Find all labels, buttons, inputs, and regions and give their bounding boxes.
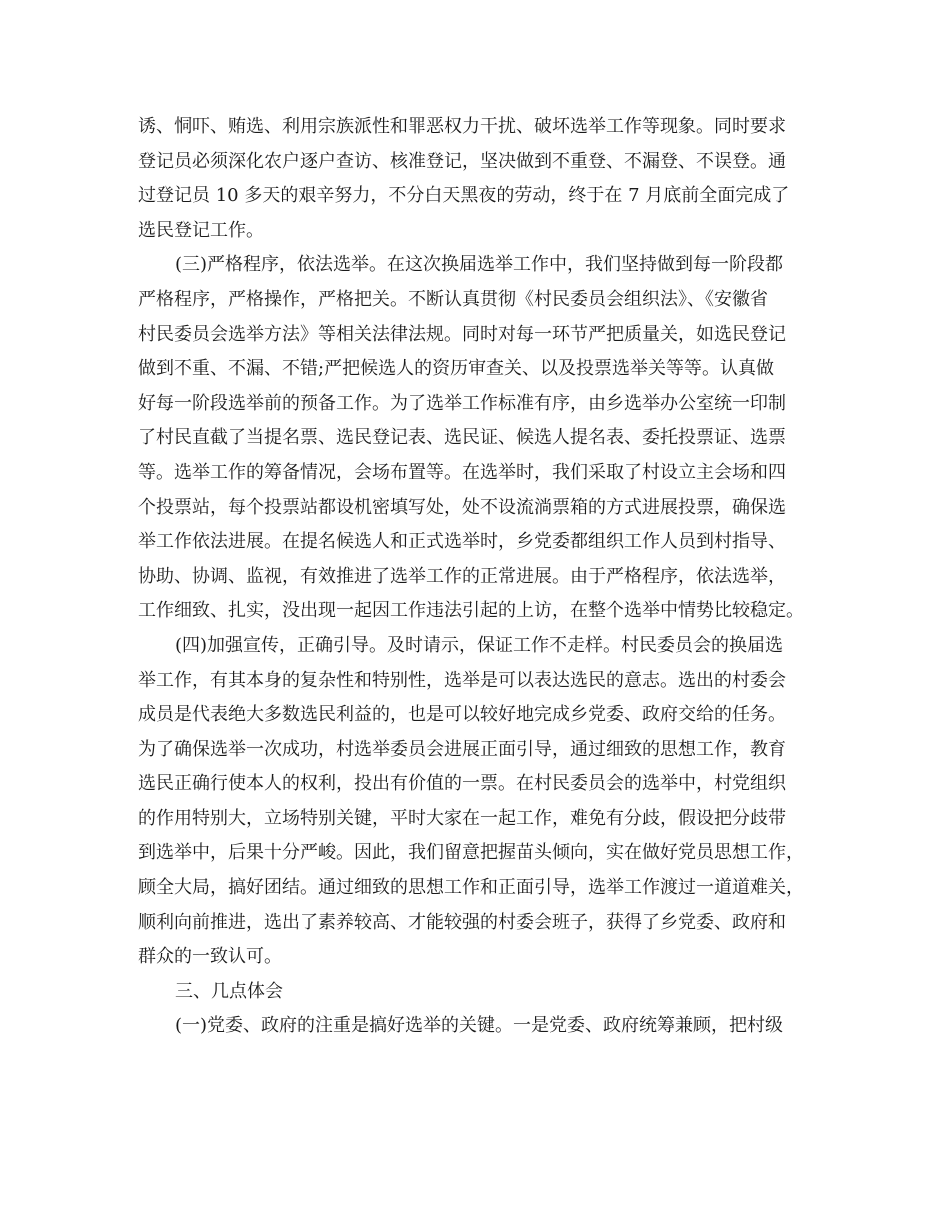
text-line: (一)党委、政府的注重是搞好选举的关键。一是党委、政府统筹兼顾，把村级: [175, 1015, 784, 1037]
text-line: 到选举中，后果十分严峻。因此，我们留意把握苗头倾向，实在做好党员思想工作，: [138, 842, 804, 864]
text-line: 严格程序，严格操作，严格把关。不断认真贯彻《村民委员会组织法》、《安徽省: [138, 288, 768, 310]
text-line: 举工作依法进展。在提名候选人和正式选举时，乡党委都组织工作人员到村指导、: [138, 531, 786, 553]
text-line: 个投票站，每个投票站都设机密填写处，处不设流淌票箱的方式进展投票，确保选: [138, 496, 786, 518]
text-line: 举工作，有其本身的复杂性和特别性，选举是可以表达选民的意志。选出的村委会: [138, 669, 786, 691]
text-line: 成员是代表绝大多数选民利益的，也是可以较好地完成乡党委、政府交给的任务。: [138, 704, 786, 726]
text-line: 选民正确行使本人的权利，投出有价值的一票。在村民委员会的选举中，村党组织: [138, 773, 786, 795]
text-line: 了村民直截了当提名票、选民登记表、选民证、候选人提名表、委托投票证、选票: [138, 427, 786, 449]
text-line: 做到不重、不漏、不错;严把候选人的资历审查关、以及投票选举关等等。认真做: [138, 358, 775, 380]
text-line: 等。选举工作的筹备情况，会场布置等。在选举时，我们采取了村设立主会场和四: [138, 461, 786, 483]
text-line: (四)加强宣传，正确引导。及时请示，保证工作不走样。村民委员会的换届选: [175, 634, 784, 656]
text-line: 顾全大局，搞好团结。通过细致的思想工作和正面引导，选举工作渡过一道道难关，: [138, 877, 804, 899]
text-line: 村民委员会选举方法》等相关法律法规。同时对每一环节严把质量关，如选民登记: [138, 323, 786, 345]
text-line: (三)严格程序，依法选举。在这次换届选举工作中，我们坚持做到每一阶段都: [175, 254, 784, 276]
text-line: 协助、协调、监视，有效推进了选举工作的正常进展。由于严格程序，依法选举，: [138, 565, 786, 587]
text-line: 工作细致、扎实，没出现一起因工作违法引起的上访，在整个选举中情势比较稳定。: [138, 600, 804, 622]
text-line: 顺利向前推进，选出了素养较高、才能较强的村委会班子，获得了乡党委、政府和: [138, 911, 786, 933]
text-line: 选民登记工作。: [138, 219, 264, 241]
text-line: 过登记员 10 多天的艰辛努力，不分白天黑夜的劳动，终于在 7 月底前全面完成了: [138, 185, 790, 207]
text-line: 好每一阶段选举前的预备工作。为了选举工作标准有序，由乡选举办公室统一印制: [138, 392, 786, 414]
document-body: [138, 110, 828, 1044]
text-line: 为了确保选举一次成功，村选举委员会进展正面引导，通过细致的思想工作，教育: [138, 738, 786, 760]
text-line: 的作用特别大，立场特别关键，平时大家在一起工作，难免有分歧，假设把分歧带: [138, 807, 786, 829]
text-line: 群众的一致认可。: [138, 946, 282, 968]
text-line: 三、几点体会: [175, 980, 283, 1002]
text-line: 诱、恫吓、贿选、利用宗族派性和罪恶权力干扰、破坏选举工作等现象。同时要求: [138, 116, 786, 137]
text-line: 登记员必须深化农户逐户查访、核准登记，坚决做到不重登、不漏登、不误登。通: [138, 150, 786, 172]
